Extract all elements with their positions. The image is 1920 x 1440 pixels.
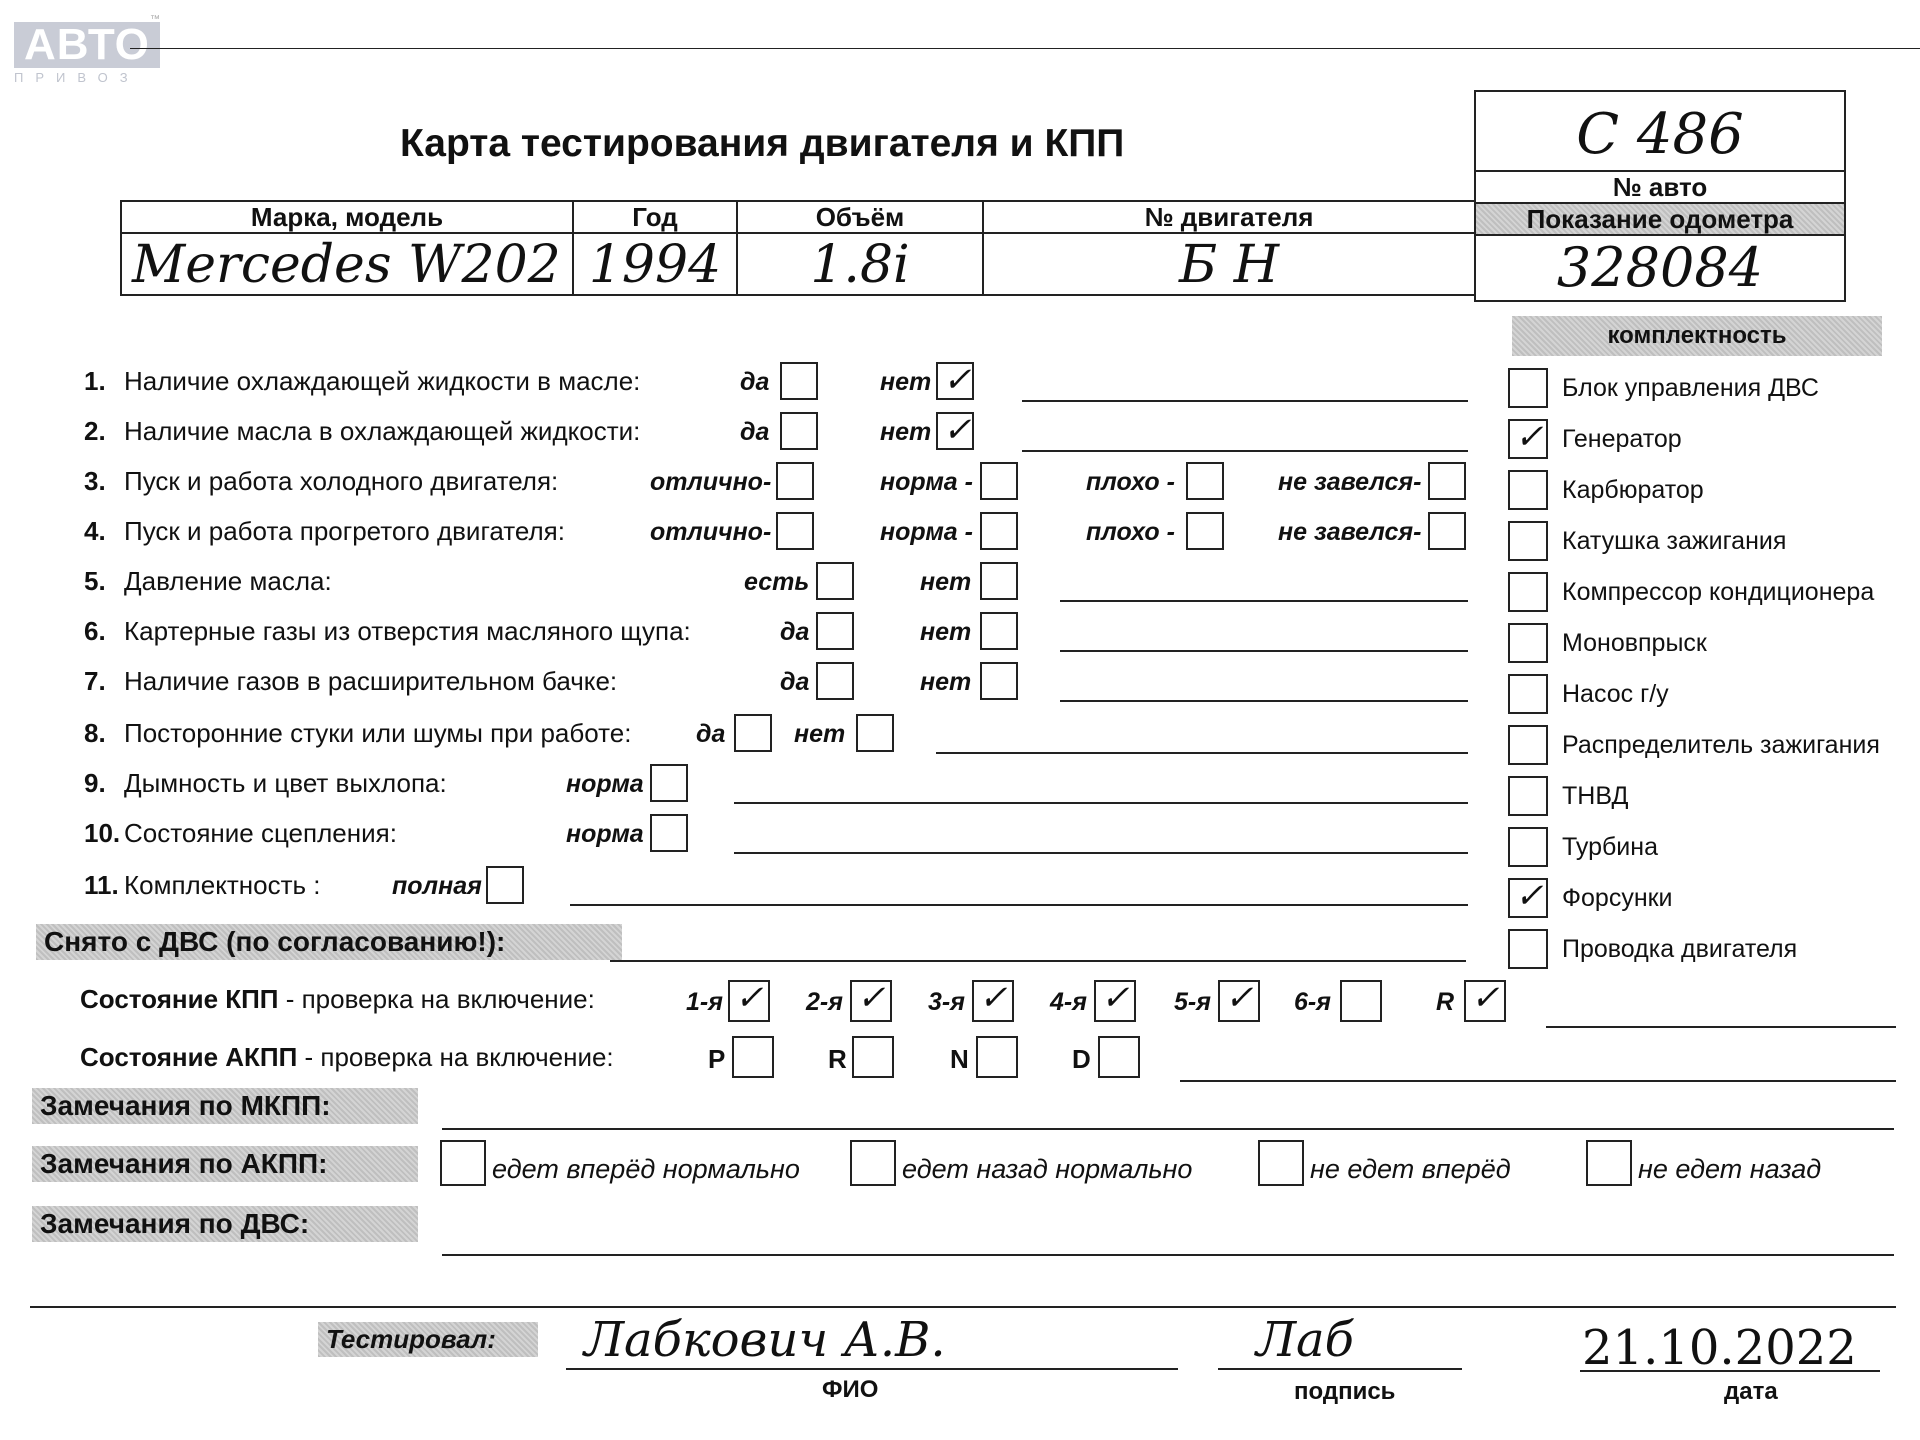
option-checkbox[interactable]	[734, 714, 772, 752]
answer-line	[570, 904, 1468, 906]
akpp-gear-label: P	[708, 1044, 726, 1074]
akpp-remark-checkbox[interactable]	[1586, 1140, 1632, 1186]
test-number: 7.	[84, 666, 106, 696]
answer-line	[1060, 650, 1468, 652]
option-checkbox[interactable]	[650, 764, 688, 802]
akpp-remark-label: едет вперёд нормально	[492, 1154, 800, 1184]
gear-label: 5-я	[1174, 988, 1211, 1016]
option-label: да	[740, 418, 770, 446]
option-checkbox[interactable]	[936, 362, 974, 400]
completeness-checkbox[interactable]	[1508, 572, 1548, 612]
test-label: Картерные газы из отверстия масляного щупа:	[124, 616, 691, 646]
option-label: да	[780, 618, 810, 646]
test-label: Наличие охлаждающей жидкости в масле:	[124, 366, 641, 396]
option-checkbox[interactable]	[1186, 462, 1224, 500]
option-checkbox[interactable]	[980, 612, 1018, 650]
kpp-line	[1546, 1026, 1896, 1028]
test-label: Дымность и цвет выхлопа:	[124, 768, 447, 798]
fio-line	[566, 1368, 1178, 1370]
completeness-item-label: Моновпрыск	[1562, 629, 1707, 657]
answer-line	[1022, 450, 1468, 452]
option-checkbox[interactable]	[980, 462, 1018, 500]
option-checkbox[interactable]	[980, 512, 1018, 550]
gear-label: 1-я	[686, 988, 723, 1016]
gear-label: R	[1436, 988, 1455, 1016]
option-checkbox[interactable]	[856, 714, 894, 752]
gear-checkbox[interactable]	[1094, 980, 1136, 1022]
check-mark-icon: ✓	[735, 978, 764, 1018]
akpp-gear-checkbox[interactable]	[1098, 1036, 1140, 1078]
option-label: да	[696, 720, 726, 748]
test-number: 6.	[84, 616, 106, 646]
engine-value: Б Н	[1178, 235, 1280, 295]
brand-header-cell	[120, 200, 574, 234]
logo-main: АВТО	[14, 22, 160, 68]
test-number: 4.	[84, 516, 106, 546]
fio-caption: ФИО	[822, 1376, 879, 1403]
test-label: Состояние сцепления:	[124, 818, 397, 848]
test-number: 1.	[84, 366, 106, 396]
gear-label: 3-я	[928, 988, 965, 1016]
engine-header-cell	[982, 200, 1476, 234]
gear-checkbox[interactable]	[1218, 980, 1260, 1022]
akpp-remark-checkbox[interactable]	[440, 1140, 486, 1186]
completeness-checkbox[interactable]	[1508, 623, 1548, 663]
check-mark-icon: ✓	[943, 410, 972, 450]
odometer-header-cell	[1474, 202, 1846, 236]
akpp-remark-label: не едет назад	[1638, 1154, 1822, 1184]
test-number: 5.	[84, 566, 106, 596]
akpp-gear-label: D	[1072, 1044, 1091, 1074]
answer-line	[1022, 400, 1468, 402]
completeness-item-label: Насос г/у	[1562, 680, 1669, 708]
date-line	[1580, 1370, 1880, 1372]
gear-label: 2-я	[806, 988, 843, 1016]
check-mark-icon: ✓	[1101, 978, 1130, 1018]
brand-label: Марка, модель	[250, 202, 444, 232]
option-label: да	[740, 368, 770, 396]
option-checkbox[interactable]	[650, 814, 688, 852]
volume-value-cell	[736, 232, 984, 296]
option-checkbox[interactable]	[780, 412, 818, 450]
odometer-value-cell	[1474, 234, 1846, 302]
completeness-checkbox[interactable]	[1508, 827, 1548, 867]
sign-value: Лаб	[1256, 1312, 1354, 1368]
option-checkbox[interactable]	[1186, 512, 1224, 550]
completeness-item-label: Генератор	[1562, 425, 1682, 453]
car-number-label-cell	[1474, 170, 1846, 204]
car-number-label: № авто	[1612, 172, 1708, 202]
gear-checkbox[interactable]	[850, 980, 892, 1022]
completeness-checkbox[interactable]	[1508, 725, 1548, 765]
option-checkbox[interactable]	[1428, 462, 1466, 500]
option-checkbox[interactable]	[1428, 512, 1466, 550]
car-number-value: C 486	[1576, 102, 1744, 167]
answer-line	[936, 752, 1468, 754]
remarks-dvs-line	[442, 1254, 1894, 1256]
completeness-checkbox[interactable]	[1508, 470, 1548, 510]
completeness-item-label: Турбина	[1562, 833, 1658, 861]
check-mark-icon: ✓	[1515, 417, 1544, 457]
kpp-label	[80, 984, 595, 1015]
footer-rule	[30, 1306, 1896, 1308]
option-label: отлично-	[650, 518, 772, 546]
option-checkbox[interactable]	[776, 462, 814, 500]
car-number-box	[1474, 90, 1846, 172]
gear-checkbox[interactable]	[1464, 980, 1506, 1022]
option-label: не завелся-	[1278, 468, 1422, 496]
test-number: 11.	[84, 870, 119, 900]
akpp-remark-label: не едет вперёд	[1310, 1154, 1511, 1184]
test-number: 8.	[84, 718, 106, 748]
option-label: не завелся-	[1278, 518, 1422, 546]
option-label: нет	[920, 618, 972, 646]
logo	[14, 22, 160, 85]
akpp-gear-checkbox[interactable]	[732, 1036, 774, 1078]
answer-line	[1060, 600, 1468, 602]
top-rule	[130, 48, 1920, 49]
check-mark-icon: ✓	[1471, 978, 1500, 1018]
remarks-mkpp-label: Замечания по МКПП:	[32, 1088, 418, 1124]
test-number: 3.	[84, 466, 106, 496]
completeness-item-label: Распределитель зажигания	[1562, 731, 1880, 759]
akpp-remark-checkbox[interactable]	[850, 1140, 896, 1186]
gear-checkbox[interactable]	[972, 980, 1014, 1022]
option-checkbox[interactable]	[980, 662, 1018, 700]
option-checkbox[interactable]	[980, 562, 1018, 600]
completeness-item-label: Катушка зажигания	[1562, 527, 1787, 555]
volume-header-cell	[736, 200, 984, 234]
gear-checkbox[interactable]	[1340, 980, 1382, 1022]
akpp-gear-checkbox[interactable]	[852, 1036, 894, 1078]
check-mark-icon: ✓	[979, 978, 1008, 1018]
option-label: норма	[566, 770, 644, 798]
completeness-item-label: Проводка двигателя	[1562, 935, 1798, 963]
odometer-label: Показание одометра	[1526, 204, 1794, 234]
test-label: Пуск и работа прогретого двигателя:	[124, 516, 565, 546]
completeness-title: комплектность	[1607, 322, 1787, 349]
akpp-remark-label: едет назад нормально	[902, 1154, 1193, 1184]
option-label: есть	[744, 568, 810, 596]
option-label: да	[780, 668, 810, 696]
remarks-akpp-label: Замечания по АКПП:	[32, 1146, 418, 1182]
akpp-label-bold: Состояние АКПП	[80, 1042, 298, 1072]
completeness-item-label: Карбюратор	[1562, 476, 1704, 504]
brand-value: Mercedes W202	[132, 235, 561, 295]
answer-line	[734, 852, 1468, 854]
option-label: нет	[880, 368, 932, 396]
test-number: 10.	[84, 818, 121, 848]
removed-label: Снято с ДВС (по согласованию!):	[36, 924, 622, 960]
option-label: плохо -	[1086, 468, 1175, 496]
test-label: Пуск и работа холодного двигателя:	[124, 466, 559, 496]
akpp-label	[80, 1042, 614, 1073]
test-number: 2.	[84, 416, 106, 446]
check-mark-icon: ✓	[1515, 876, 1544, 916]
completeness-checkbox[interactable]	[1508, 776, 1548, 816]
option-label: норма -	[880, 518, 973, 546]
option-checkbox[interactable]	[816, 562, 854, 600]
test-label: Наличие масла в охлаждающей жидкости:	[124, 416, 641, 446]
option-checkbox[interactable]	[936, 412, 974, 450]
sign-caption: подпись	[1294, 1378, 1396, 1405]
completeness-item-label: Форсунки	[1562, 884, 1673, 912]
kpp-label-bold: Состояние КПП	[80, 984, 279, 1014]
completeness-checkbox[interactable]	[1508, 368, 1548, 408]
option-checkbox[interactable]	[486, 866, 524, 904]
volume-value: 1.8i	[810, 235, 910, 295]
odometer-value: 328084	[1556, 236, 1764, 299]
test-label: Посторонние стуки или шумы при работе:	[124, 718, 632, 748]
completeness-checkbox[interactable]	[1508, 674, 1548, 714]
akpp-gear-label: R	[828, 1044, 847, 1074]
removed-line	[610, 960, 1466, 962]
answer-line	[1060, 700, 1468, 702]
completeness-item-label: Блок управления ДВС	[1562, 374, 1819, 402]
option-label: нет	[920, 668, 972, 696]
remarks-dvs-label: Замечания по ДВС:	[32, 1206, 418, 1242]
year-header-cell	[572, 200, 738, 234]
date-caption: дата	[1724, 1378, 1778, 1405]
akpp-label-rest: - проверка на включение:	[297, 1042, 614, 1072]
check-mark-icon: ✓	[943, 360, 972, 400]
option-checkbox[interactable]	[776, 512, 814, 550]
option-label: нет	[920, 568, 972, 596]
option-label: нет	[794, 720, 846, 748]
option-label: норма -	[880, 468, 973, 496]
completeness-item-label: ТНВД	[1562, 782, 1629, 810]
test-number: 9.	[84, 768, 106, 798]
completeness-checkbox[interactable]	[1508, 878, 1548, 918]
logo-trademark: ™	[150, 14, 160, 25]
completeness-item-label: Компрессор кондиционера	[1562, 578, 1875, 606]
akpp-gear-label: N	[950, 1044, 969, 1074]
option-checkbox[interactable]	[780, 362, 818, 400]
gear-label: 4-я	[1050, 988, 1087, 1016]
test-label: Давление масла:	[124, 566, 332, 596]
engine-label: № двигателя	[1144, 202, 1314, 232]
test-label: Комплектность :	[124, 870, 321, 900]
option-label: отлично-	[650, 468, 772, 496]
remarks-mkpp-line	[442, 1128, 1894, 1130]
akpp-gear-checkbox[interactable]	[976, 1036, 1018, 1078]
completeness-checkbox[interactable]	[1508, 521, 1548, 561]
check-mark-icon: ✓	[857, 978, 886, 1018]
logo-sub: ПРИВОЗ	[14, 70, 140, 85]
brand-value-cell	[120, 232, 574, 296]
test-label: Наличие газов в расширительном бачке:	[124, 666, 618, 696]
gear-label: 6-я	[1294, 988, 1331, 1016]
date-value: 21.10.2022	[1582, 1320, 1857, 1376]
fio-value: Лабкович А.В.	[584, 1312, 946, 1368]
gear-checkbox[interactable]	[728, 980, 770, 1022]
year-value-cell	[572, 232, 738, 296]
answer-line	[734, 802, 1468, 804]
tested-label: Тестировал:	[318, 1322, 538, 1357]
option-label: нет	[880, 418, 932, 446]
akpp-remark-checkbox[interactable]	[1258, 1140, 1304, 1186]
option-checkbox[interactable]	[816, 662, 854, 700]
year-value: 1994	[588, 235, 722, 295]
kpp-label-rest: - проверка на включение:	[278, 984, 595, 1014]
option-checkbox[interactable]	[816, 612, 854, 650]
completeness-checkbox[interactable]	[1508, 929, 1548, 969]
check-mark-icon: ✓	[1225, 978, 1254, 1018]
engine-value-cell	[982, 232, 1476, 296]
option-label: плохо -	[1086, 518, 1175, 546]
year-label: Год	[632, 202, 678, 232]
completeness-header	[1512, 316, 1882, 356]
sign-line	[1218, 1368, 1462, 1370]
completeness-checkbox[interactable]	[1508, 419, 1548, 459]
akpp-line	[1180, 1080, 1896, 1082]
option-label: полная	[392, 872, 482, 900]
page-title: Карта тестирования двигателя и КПП	[400, 122, 1125, 165]
option-label: норма	[566, 820, 644, 848]
volume-label: Объём	[815, 202, 905, 232]
